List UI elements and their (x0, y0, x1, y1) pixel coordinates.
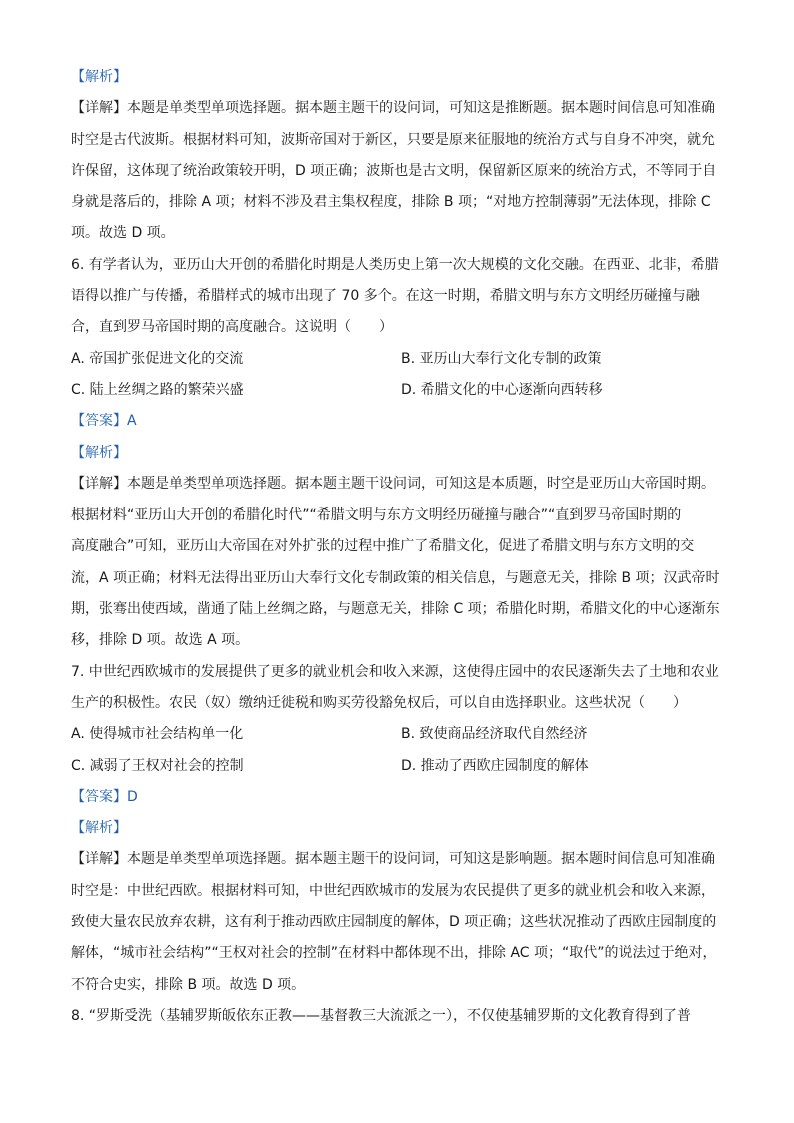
text-line: 时空是：中世纪西欧。根据材料可知，中世纪西欧城市的发展为农民提供了更多的就业机会和收入来源， (71, 882, 715, 899)
explanation-paragraph (71, 844, 731, 1000)
analysis-label: 【解析】 (71, 69, 127, 85)
question-stem (71, 1001, 731, 1032)
text-line: 8. “罗斯受洗（基辅罗斯皈依东正教——基督教三大流派之一），不仅使基辅罗斯的文化教育得到了普 (71, 1007, 692, 1024)
answer-option: B. 致使商品经济取代自然经济 (401, 726, 588, 743)
explanation-paragraph (71, 469, 731, 657)
option-row (71, 344, 731, 375)
text-line: 7. 中世纪西欧城市的发展提供了更多的就业机会和收入来源，这使得庄园中的农民逐渐失去了土地和农业 (71, 663, 719, 680)
text-line: 移，排除 D 项。故选 A 项。 (71, 632, 250, 649)
document-page (71, 62, 731, 1032)
analysis-label: 【解析】 (71, 820, 127, 837)
text-line: 根据材料“亚历山大开创的希腊化时代”“希腊文明与东方文明经历碰撞与融合”“直到罗马帝国时期的 (71, 507, 682, 524)
answer-option: A. 使得城市社会结构单一化 (71, 726, 244, 743)
analysis-label: 【解析】 (71, 444, 127, 461)
question-stem (71, 250, 731, 344)
text-line: 流，A 项正确；材料无法得出亚历山大奉行文化专制政策的相关信息，与题意无关，排除 B 项；汉武帝时 (71, 569, 720, 586)
answer-option: C. 减弱了王权对社会的控制 (71, 757, 244, 774)
text-line: 语得以推广与传播，希腊样式的城市出现了 70 多个。在这一时期，希腊文明与东方文明经历碰撞与融 (71, 288, 700, 305)
text-line: 解体，“城市社会结构”“王权对社会的控制”在材料中都体现不出，排除 AC 项；“取代”的说法过于绝对， (71, 945, 717, 962)
text-line: 【详解】本题是单类型单项选择题。据本题主题干的设问词，可知这是影响题。据本题时间信息可知准确 (71, 851, 715, 868)
answer-label: 【答案】D (71, 788, 138, 805)
text-line: 高度融合”可知，亚历山大帝国在对外扩张的过程中推广了希腊文化，促进了希腊文明与东方文明的交 (71, 538, 695, 555)
text-line: 项。故选 D 项。 (71, 225, 175, 242)
text-line: 【详解】本题是单类型单项选择题。据本题主题干的设问词，可知这是推断题。据本题时间信息可知准确 (71, 100, 715, 117)
text-line: 生产的积极性。农民（奴）缴纳迁徙税和购买劳役豁免权后，可以自由选择职业。这些状况（ ） (71, 694, 687, 711)
text-line: 期，张骞出使西域，凿通了陆上丝绸之路，与题意无关，排除 C 项；希腊化时期，希腊文化的中心逐渐东 (71, 601, 720, 618)
answer-option: D. 推动了西欧庄园制度的解体 (401, 757, 589, 774)
text-line: 6. 有学者认为，亚历山大开创的希腊化时期是人类历史上第一次大规模的文化交融。在西亚、北非，希腊 (71, 256, 719, 273)
question-stem (71, 657, 731, 720)
answer-option: C. 陆上丝绸之路的繁荣兴盛 (71, 381, 244, 398)
answer-option: B. 亚历山大奉行文化专制的政策 (401, 350, 602, 367)
option-row (71, 751, 731, 782)
option-row (71, 719, 731, 750)
option-row (71, 375, 731, 406)
explanation-paragraph (71, 93, 731, 249)
answer-option: A. 帝国扩张促进文化的交流 (71, 350, 244, 367)
text-line: 身就是落后的，排除 A 项；材料不涉及君主集权程度，排除 B 项；“对地方控制薄弱”无法体现，排除 C (71, 194, 711, 211)
text-line: 【详解】本题是单类型单项选择题。据本题主题干设问词，可知这是本质题，时空是亚历山大帝国时期。 (71, 475, 715, 492)
answer-options (71, 344, 731, 407)
answer-option: D. 希腊文化的中心逐渐向西转移 (401, 381, 603, 398)
text-line: 许保留，这体现了统治政策较开明，D 项正确；波斯也是古文明，保留新区原来的统治方式，不等同于自 (71, 162, 717, 179)
text-line: 致使大量农民放弃农耕，这有利于推动西欧庄园制度的解体，D 项正确；这些状况推动了西欧庄园制度的 (71, 914, 717, 931)
text-line: 时空是古代波斯。根据材料可知，波斯帝国对于新区，只要是原来征服地的统治方式与自身不冲突，就允 (71, 131, 715, 148)
answer-options (71, 719, 731, 782)
text-line: 不符合史实，排除 B 项。故选 D 项。 (71, 976, 306, 993)
answer-label: 【答案】A (71, 413, 137, 430)
text-line: 合，直到罗马帝国时期的高度融合。这说明（ ） (71, 319, 393, 336)
